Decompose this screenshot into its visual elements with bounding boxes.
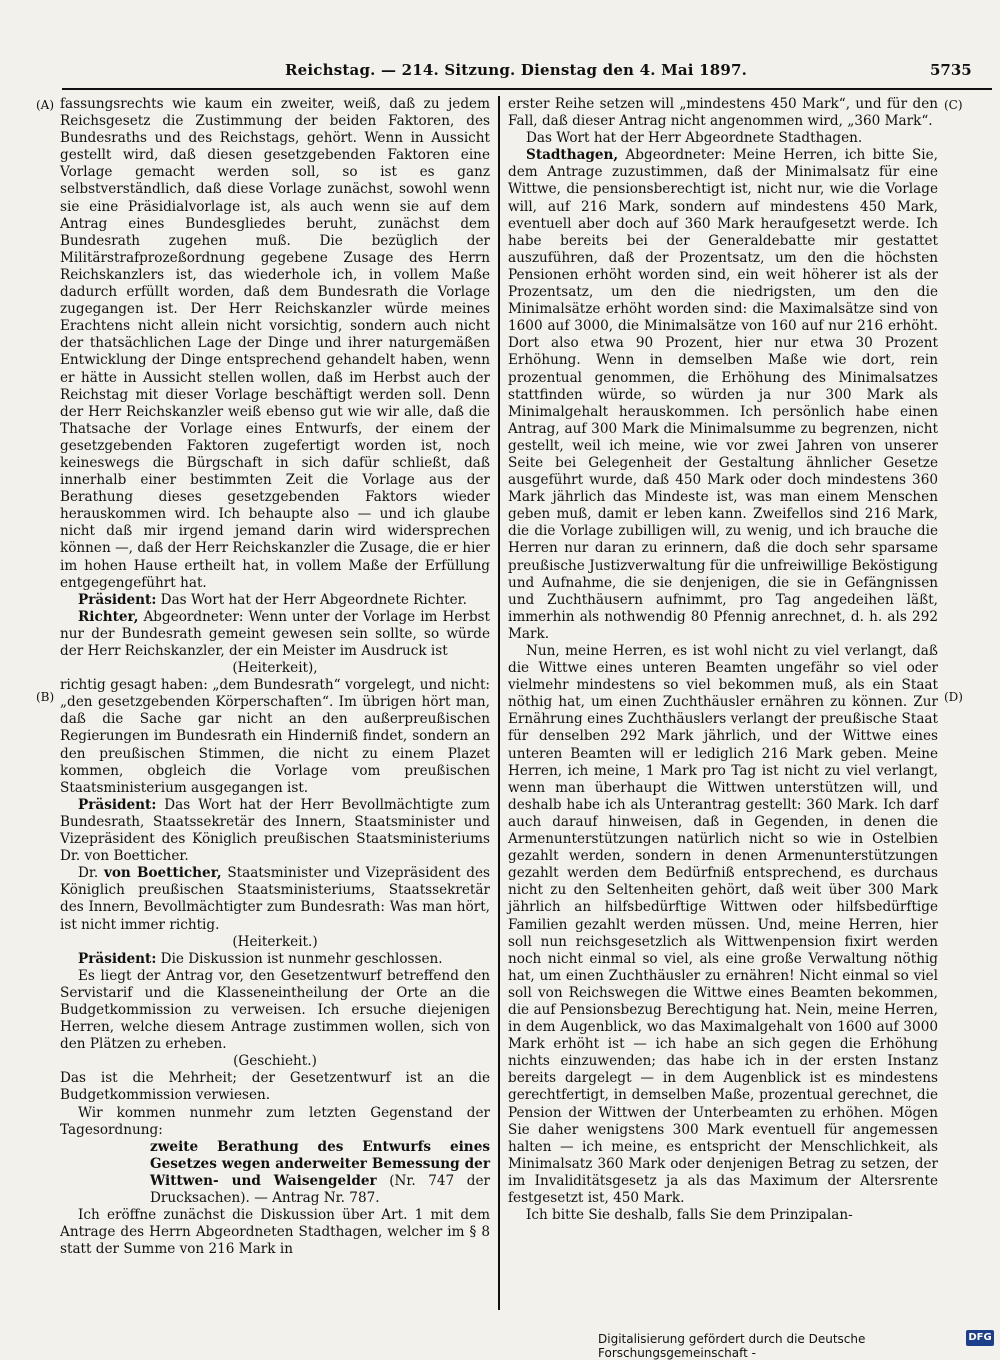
right-column	[508, 96, 938, 1224]
paragraph: Stadthagen, Abgeordneter: Meine Herren, ich bitte Sie, dem Antrage zuzustimmen, daß der Minimalsatz für eine Wittwe, die pensionsberechtigt ist, nicht nur, wie die Vorlage will, auf 216 Mark, sondern auf mindestens 450 Mark, eventuell aber doch auf 360 Mark heraufgesetzt werde. Ich habe bereits bei der Generaldebatte mir gestattet auszuführen, daß der Prozentsatz, um den die höchsten Pensionen erhöht worden sind, ein weit höherer ist als der Prozentsatz, um den die niedrigsten, um den die Minimalsätze erhöht worden sind: die Maximalsätze sind von 1600 auf 3000, die Minimalsätze von 160 auf nur 216 erhöht. Dort also etwa 90 Prozent, hier nur etwa 30 Prozent Erhöhung. Wenn in demselben Maße wie dort, rein prozentual genommen, die Erhöhung des Minimalsatzes stattfinden würde, so würden ja nur 300 Mark als Minimalgehalt herauskommen. Ich persönlich habe einen Antrag, auf 300 Mark die Minimalsumme zu begrenzen, nicht gestellt, weil ich meine, wie vor zwei Jahren von unserer Seite bei Gelegenheit der Gestaltung ähnlicher Gesetze ausgeführt wurde, daß 450 Mark oder doch mindestens 360 Mark jährlich das Mindeste ist, was man einem Menschen geben muß, damit er leben kann. Zweifellos sind 216 Mark, die die Vorlage zubilligen will, zu wenig, und ich brauche die Herren nur daran zu erinnern, daß die doch sehr sparsame preußische Justizverwaltung für die unfreiwillige Beköstigung und Aufnahme, die sie denjenigen, die sie in Gefängnissen und Zuchthäusern aufnimmt, pro Tag angedeihen läßt, immerhin als nothwendig 80 Pfennig anrechnet, d. h. als 292 Mark.	[508, 147, 938, 642]
paragraph: Präsident: Die Diskussion ist nunmehr geschlossen.	[78, 950, 443, 967]
paragraph: richtig gesagt haben: „dem Bundesrath“ vorgelegt, und nicht: „den gesetzgebenden Körperschaften“. Im übrigen hört man, daß die Sache gar nicht an den außerpreußischen Regierungen im Bundesrath ein Hinderniß findet, sondern an den preußischen Stimmen, die nicht zu einem Plazet kommen, obgleich die Vorlage vom preußischen Staatsministerium ausgegangen ist.	[60, 677, 490, 796]
paragraph: Das Wort hat der Herr Abgeordnete Stadthagen.	[526, 130, 863, 147]
page-footer	[0, 1328, 1000, 1360]
paragraph: Nun, meine Herren, es ist wohl nicht zu viel verlangt, daß die Wittwe eines unteren Beamten ungefähr so viel oder vielmehr mindestens so viel bekommen muß, als ein Staat nöthig hat, um einen Zuchthäusler ernähren zu können. Zur Ernährung eines Zuchthäuslers verlangt der preußische Staat für denselben 292 Mark jährlich, und der Wittwe eines unteren Beamten will er lediglich 216 Mark geben. Meine Herren, ich meine, 1 Mark pro Tag ist nicht zu viel verlangt, wenn man überhaupt die Wittwen unterstützen will, und deshalb habe ich als Unterantrag gestellt: 360 Mark. Ich darf auch darauf hinweisen, daß in Gegenden, in denen die Armenunterstützungen natürlich nicht so wie in Ostelbien gezahlt werden, sondern in denen Armenunterstützungen gezahlt werden dem Bedürfniß entsprechend, es durchaus nicht zu den Seltenheiten gehört, daß weit über 300 Mark jährlich an hilfsbedürftige Wittwen oder hilfsbedürftige Familien gezahlt werden müssen. Und, meine Herren, hier soll nun reichsgesetzlich als Wittwenpension fixirt werden noch nicht einmal so viel, als eine große Verwaltung nöthig hat, um einen Zuchthäusler zu ernähren! Nicht einmal so viel soll von Reichswegen die Wittwe eines Beamten bekommen, die auf Pensionsbezug Berechtigung hat. Nein, meine Herren, in dem Augenblick, wo das Maximalgehalt von 1600 auf 3000 Mark erhöht ist — ich habe an sich gegen die Erhöhung nichts einzuwenden; das habe ich in der ersten Instanz bereits dargelegt — in dem Augenblick ist es mindestens gerechtfertigt, in demselben Maße, prozentual gerechnet, die Pension der Wittwen der Unterbeamten zu erhöhen. Mögen Sie daher wenigstens 300 Mark eventuell für angemessen halten — ich meine, es entspricht der Menschlichkeit, als Minimalsatz 360 Mark oder denjenigen Betrag zu setzen, der im Invaliditätsgesetz ja als das Maximum der Altersrente festgesetzt ist, 450 Mark.	[508, 643, 938, 1206]
dfg-logo: DFG	[966, 1330, 994, 1346]
speaker-name: Stadthagen,	[526, 147, 619, 164]
margin-marker-d: (D)	[944, 690, 963, 704]
header-rule	[62, 88, 992, 90]
page-header	[0, 58, 1000, 84]
agenda-item: zweite Berathung des Entwurfs eines Gesetzes wegen anderweiter Bemessung der Wittwen- und Waisengelder (Nr. 747 der Drucksachen). — Antrag Nr. 787.	[150, 1138, 490, 1206]
speaker-name: Präsident:	[78, 591, 157, 608]
paragraph: Es liegt der Antrag vor, den Gesetzentwurf betreffend den Servistarif und die Klasseneintheilung der Orte an die Budgetkommission zu verweisen. Ich ersuche diejenigen Herren, welche diesem Antrage zustimmen wollen, sich von den Plätzen zu erheben.	[60, 967, 490, 1053]
paragraph: fassungsrechts wie kaum ein zweiter, weiß, daß zu jedem Reichsgesetz die Zustimmung der beiden Faktoren, des Bundesraths und des Reichstags, gehört. Wenn in Aussicht gestellt wird, daß diesen gesetzgebenden Faktoren eine Vorlage gemacht werden soll, so ist es ganz selbstverständlich, daß diese Vorlage zunächst, sowohl wenn sie eine Präsidialvorlage ist, als auch wenn sie auf dem Antrag eines Bundesgliedes beruht, zunächst dem Bundesrath zugehen muß. Die bezüglich der Militärstrafprozeßordnung gegebene Zusage des Herrn Reichskanzlers ist, das wiederhole ich, in vollem Maße dadurch erfüllt worden, daß dem Bundesrath die Vorlage zugegangen ist. Der Herr Reichskanzler würde meines Erachtens nicht allein nicht vorsichtig, sondern auch nicht der thatsächlichen Lage der Dinge und ihrer naturgemäßen Entwicklung der Dinge entsprechend gehandelt haben, wenn er hätte in Aussicht stellen wollen, daß im Herbst auch der Reichstag mit dieser Vorlage beschäftigt werden soll. Denn der Herr Reichskanzler weiß ebenso gut wie wir alle, daß die Thatsache der Vorlage eines Entwurfs, der einem der gesetzgebenden Faktoren zugefertigt worden ist, noch keineswegs die Bürgschaft in sich dafür schließt, daß innerhalb einer bestimmten Zeit die Vorlage aus der Berathung dieses gesetzgebenden Faktors wieder herauskommen wird. Ich behaupte also — und ich glaube nicht daß mir irgend jemand darin wird widersprechen können —, daß der Herr Reichskanzler die Zusage, die er hier im hohen Hause ertheilt hat, in vollem Maße der Erfüllung entgegengeführt hat.	[60, 96, 490, 591]
speaker-name: von Boetticher,	[103, 865, 222, 882]
paragraph: Wir kommen nunmehr zum letzten Gegenstand der Tagesordnung:	[60, 1104, 490, 1138]
paragraph: Ich bitte Sie deshalb, falls Sie dem Prinzipalan-	[526, 1207, 853, 1224]
interjection: (Heiterkeit),	[232, 660, 318, 677]
speaker-name: Richter,	[78, 608, 139, 625]
paragraph: erster Reihe setzen will „mindestens 450 Mark“, und für den Fall, daß dieser Antrag nicht angenommen wird, „360 Mark“.	[508, 96, 938, 130]
margin-marker-a: (A)	[36, 98, 55, 112]
paragraph: Präsident: Das Wort hat der Herr Bevollmächtigte zum Bundesrath, Staatssekretär des Innern, Staatsminister und Vizepräsident des Königlich preußischen Staatsministeriums Dr. von Boetticher.	[60, 796, 490, 865]
interjection: (Geschieht.)	[233, 1053, 317, 1070]
margin-marker-c: (C)	[944, 98, 963, 112]
paragraph: Richter, Abgeordneter: Wenn unter der Vorlage im Herbst nur der Bundesrath gemeint gewesen sein sollte, so würde der Herr Reichskanzler, der ein Meister im Ausdruck ist	[60, 608, 490, 659]
column-divider	[498, 96, 500, 1310]
page-number: 5735	[930, 61, 972, 79]
speaker-name: Präsident:	[78, 950, 157, 967]
paragraph: Dr. von Boetticher, Staatsminister und Vizepräsident des Königlich preußischen Staatsministeriums, Staatssekretär des Innern, Bevollmächtigter zum Bundesrath: Was man hört, ist nicht immer richtig.	[60, 865, 490, 933]
interjection: (Heiterkeit.)	[232, 933, 318, 950]
left-column	[60, 96, 490, 1258]
paragraph: Ich eröffne zunächst die Diskussion über Art. 1 mit dem Antrage des Herrn Abgeordneten Stadthagen, welcher im § 8 statt der Summe von 216 Mark in	[60, 1207, 490, 1258]
running-title: Reichstag. — 214. Sitzung. Dienstag den 4. Mai 1897.	[285, 61, 748, 79]
paragraph: Das ist die Mehrheit; der Gesetzentwurf ist an die Budgetkommission verwiesen.	[60, 1070, 490, 1104]
margin-marker-b: (B)	[36, 690, 55, 704]
digitization-credit: Digitalisierung gefördert durch die Deutsche Forschungsgemeinschaft -	[598, 1332, 866, 1360]
paragraph: Präsident: Das Wort hat der Herr Abgeordnete Richter.	[78, 591, 467, 608]
speaker-name: Präsident:	[78, 796, 157, 813]
